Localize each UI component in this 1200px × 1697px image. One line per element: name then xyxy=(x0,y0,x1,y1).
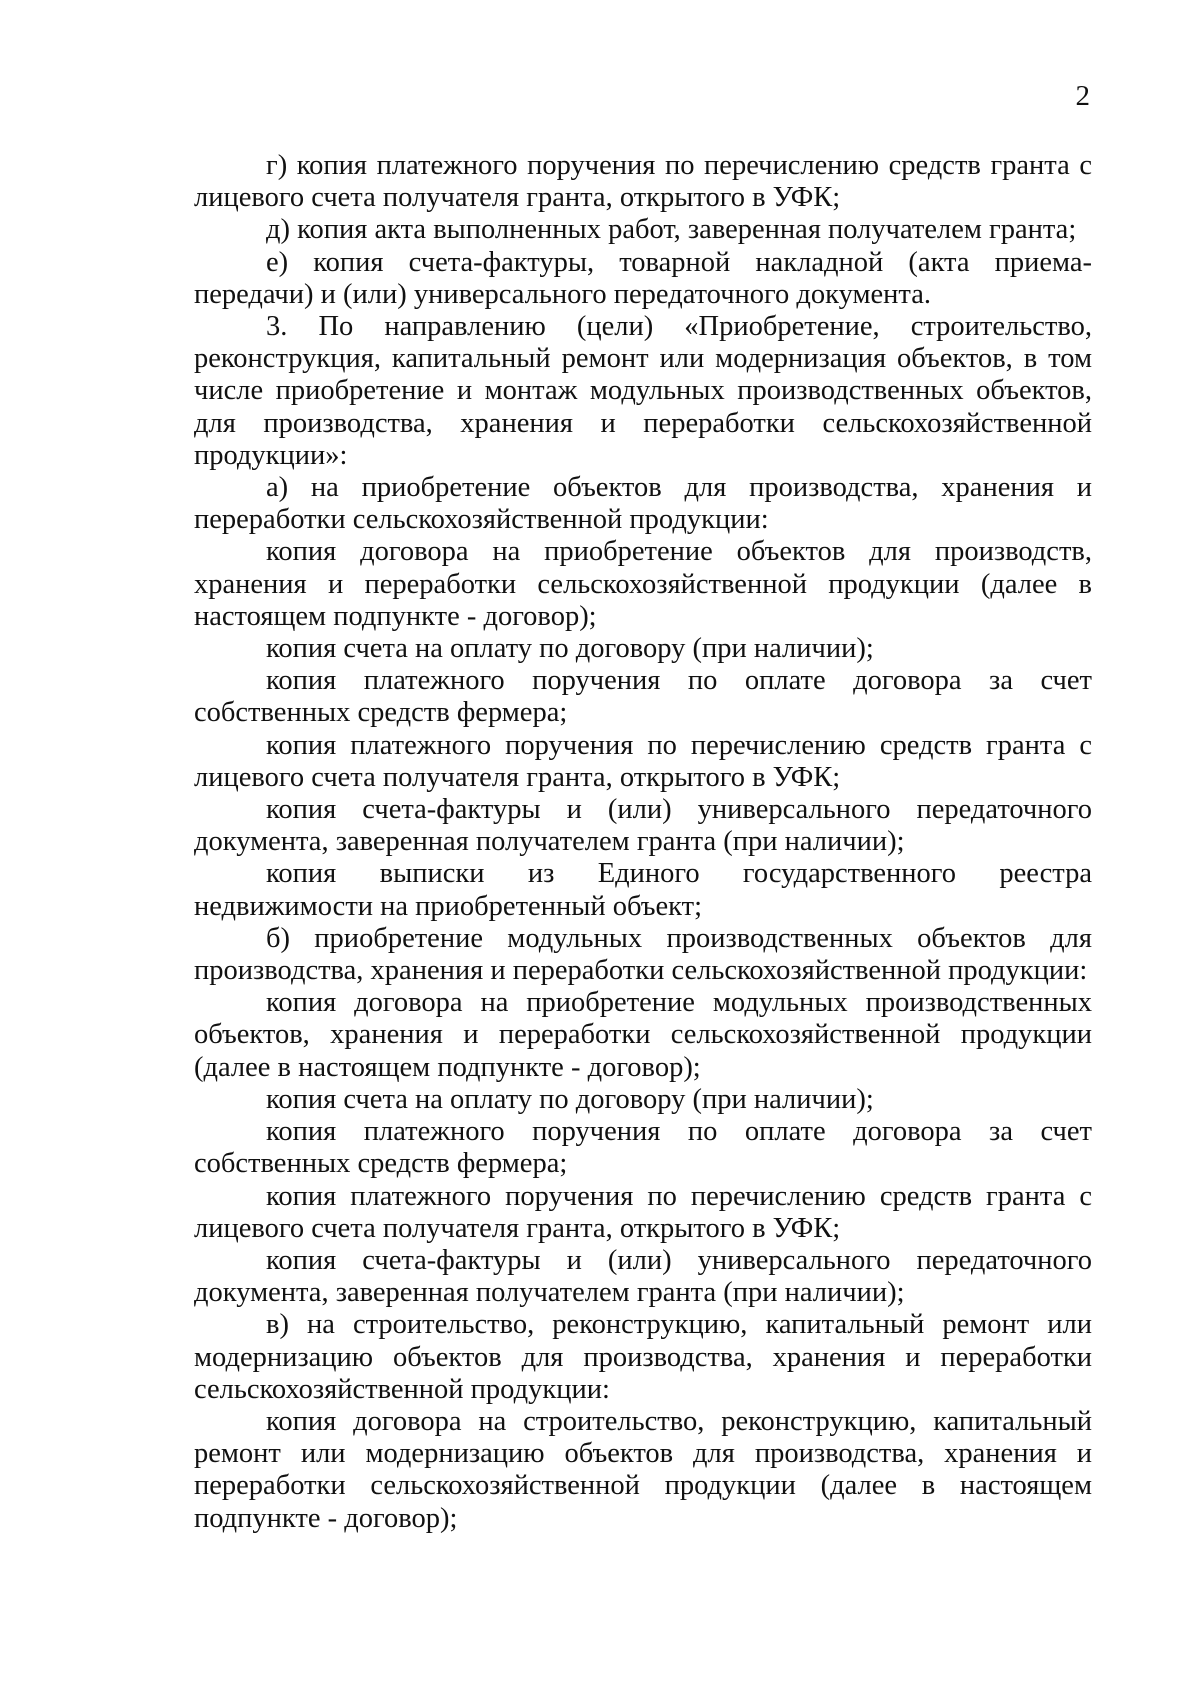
list-item: копия платежного поручения по оплате договора за счет собственных средств фермера; xyxy=(194,1116,1092,1180)
list-item: копия выписки из Единого государственного реестра недвижимости на приобретенный объект; xyxy=(194,858,1092,922)
list-item: копия договора на строительство, реконструкцию, капитальный ремонт или модернизацию объектов для производства, хранения и переработки сельскохозяйственной продукции (далее в настоящем подпункте - договор); xyxy=(194,1405,1092,1534)
list-item: копия счета-фактуры и (или) универсального передаточного документа, заверенная получателем гранта (при наличии); xyxy=(194,1244,1092,1309)
list-item: копия договора на приобретение объектов для производств, хранения и переработки сельскохозяйственной продукции (далее в настоящем подпункте - договор); xyxy=(194,536,1092,632)
list-item: копия счета на оплату по договору (при наличии); xyxy=(266,1083,874,1115)
list-item: копия платежного поручения по оплате договора за счет собственных средств фермера; xyxy=(194,665,1092,729)
document-body xyxy=(194,150,1092,1535)
page-number: 2 xyxy=(1075,80,1090,112)
paragraph-v-construction: в) на строительство, реконструкцию, капитальный ремонт или модернизацию объектов для производства, хранения и переработки сельскохозяйственной продукции: xyxy=(194,1309,1092,1405)
paragraph-g-payment-order: г) копия платежного поручения по перечислению средств гранта с лицевого счета получателя гранта, открытого в УФК; xyxy=(194,150,1092,214)
paragraph-3-direction: 3. По направлению (цели) «Приобретение, строительство, реконструкция, капитальный ремонт или модернизация объектов, в том числе приобретение и монтаж модульных производственных объектов, для производства, хранения и переработки сельскохозяйственной продукции»: xyxy=(194,311,1092,471)
paragraph-a-acquisition: а) на приобретение объектов для производства, хранения и переработки сельскохозяйственной продукции: xyxy=(194,472,1092,536)
list-item: копия платежного поручения по перечислению средств гранта с лицевого счета получателя гранта, открытого в УФК; xyxy=(194,729,1092,793)
list-item: копия счета на оплату по договору (при наличии); xyxy=(266,633,874,665)
list-item: копия платежного поручения по перечислению средств гранта с лицевого счета получателя гранта, открытого в УФК; xyxy=(194,1180,1092,1244)
list-item: копия счета-фактуры и (или) универсального передаточного документа, заверенная получателем гранта (при наличии); xyxy=(194,794,1092,858)
paragraph-d-work-act: д) копия акта выполненных работ, заверенная получателем гранта; xyxy=(266,214,1077,246)
paragraph-b-modular-objects: б) приобретение модульных производственных объектов для производства, хранения и переработки сельскохозяйственной продукции: xyxy=(194,922,1092,987)
list-item: копия договора на приобретение модульных производственных объектов, хранения и переработки сельскохозяйственной продукции (далее в настоящем подпункте - договор); xyxy=(194,987,1092,1083)
paragraph-e-invoice: е) копия счета-фактуры, товарной накладной (акта приема-передачи) и (или) универсального передаточного документа. xyxy=(194,246,1092,310)
